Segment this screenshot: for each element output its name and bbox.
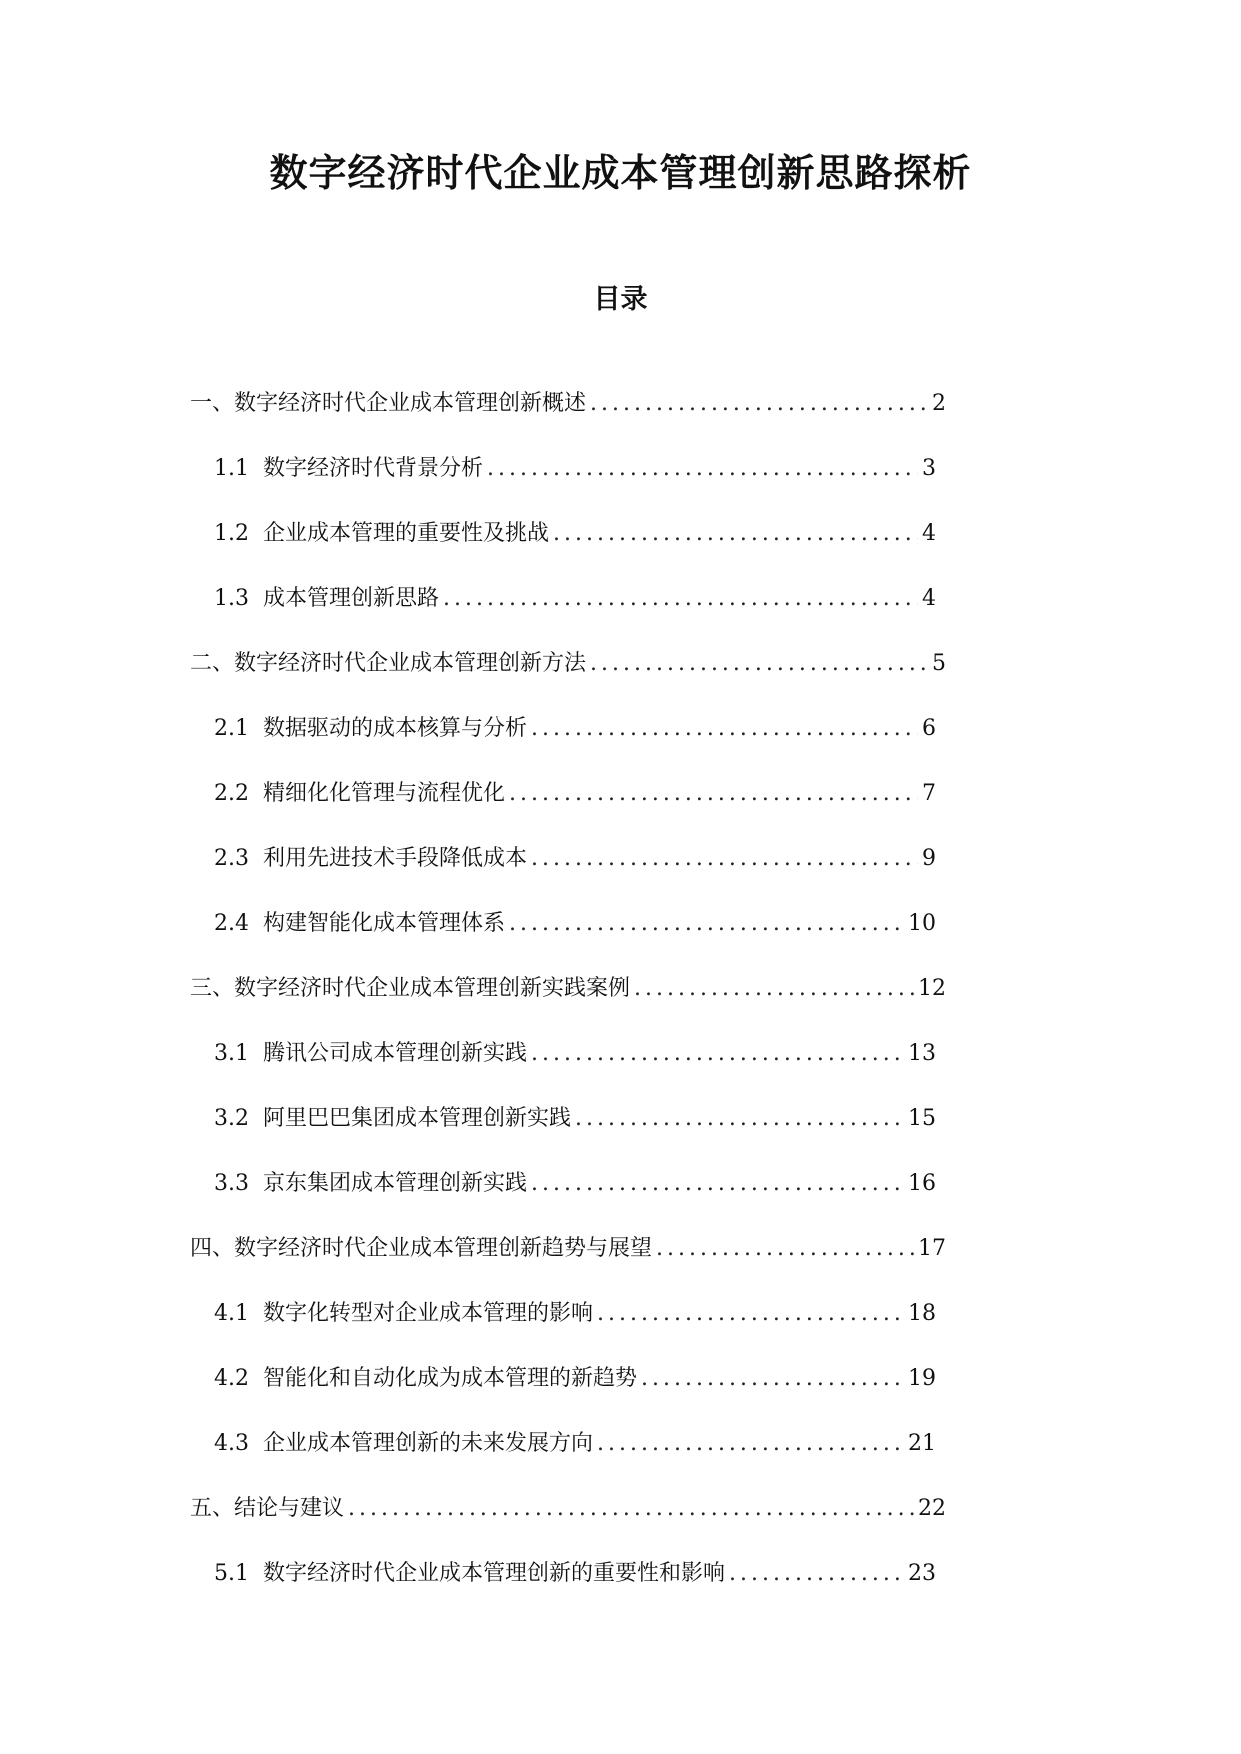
toc-entry-text: 腾讯公司成本管理创新实践: [263, 1041, 528, 1066]
toc-page-number: 16: [908, 1171, 936, 1196]
toc-entry-number: 2.2: [214, 781, 249, 806]
toc-entry-text: 阿里巴巴集团成本管理创新实践: [263, 1106, 572, 1131]
toc-entry-number: 2.4: [214, 911, 249, 936]
toc-entry-label: [214, 1297, 593, 1331]
toc-dot-leader: [729, 1557, 904, 1591]
toc-entry-number: 3.1: [214, 1041, 249, 1066]
toc-entry-label: [190, 647, 586, 681]
toc-entry-label: [214, 907, 505, 941]
toc-page-number: 7: [922, 781, 936, 806]
toc-entry-text: 精细化化管理与流程优化: [263, 781, 506, 806]
toc-dot-leader: [531, 1167, 904, 1201]
toc-page-number: 15: [908, 1106, 936, 1131]
toc-chapter-entry[interactable]: [190, 387, 946, 421]
toc-dot-leader: [597, 1427, 904, 1461]
toc-section-entry[interactable]: [214, 1362, 936, 1396]
toc-entry-label: [214, 1167, 527, 1201]
toc-chapter-entry[interactable]: [190, 972, 946, 1006]
toc-entry-text: 成本管理创新思路: [263, 586, 440, 611]
toc-entry-label: [190, 1232, 652, 1266]
toc-entry-label: [214, 452, 483, 486]
toc-chapter-entry[interactable]: [190, 1492, 946, 1526]
toc-page-number: 22: [918, 1496, 946, 1521]
toc-page-number: 2: [932, 391, 946, 416]
toc-entry-label: [214, 1427, 593, 1461]
toc-entry-number: 2.3: [214, 846, 249, 871]
toc-dot-leader: [443, 582, 918, 616]
toc-dot-leader: [597, 1297, 904, 1331]
toc-entry-number: 4.1: [214, 1301, 249, 1326]
toc-dot-leader: [531, 712, 918, 746]
toc-entry-number: 1.1: [214, 456, 249, 481]
toc-entry-number: 1.3: [214, 586, 249, 611]
toc-section-entry[interactable]: [214, 842, 936, 876]
toc-dot-leader: [575, 1102, 904, 1136]
toc-entry-label: [214, 712, 527, 746]
toc-section-entry[interactable]: [214, 582, 936, 616]
toc-section-entry[interactable]: [214, 907, 936, 941]
toc-entry-text: 京东集团成本管理创新实践: [263, 1171, 528, 1196]
toc-dot-leader: [348, 1492, 914, 1526]
document-title: 数字经济时代企业成本管理创新思路探析: [269, 150, 972, 195]
toc-entry-label: [214, 517, 549, 551]
toc-dot-leader: [590, 387, 928, 421]
toc-entry-number: 3.2: [214, 1106, 249, 1131]
toc-entry-text: 一、数字经济时代企业成本管理创新概述: [190, 391, 587, 416]
toc-entry-text: 四、数字经济时代企业成本管理创新趋势与展望: [190, 1236, 653, 1261]
toc-section-entry[interactable]: [214, 777, 936, 811]
toc-page-number: 12: [918, 976, 946, 1001]
toc-section-entry[interactable]: [214, 1037, 936, 1071]
toc-entry-label: [190, 387, 586, 421]
toc-dot-leader: [509, 907, 904, 941]
toc-entry-number: 4.3: [214, 1431, 249, 1456]
toc-entry-text: 智能化和自动化成为成本管理的新趋势: [263, 1366, 638, 1391]
toc-entry-number: 2.1: [214, 716, 249, 741]
toc-entry-text: 企业成本管理的重要性及挑战: [263, 521, 550, 546]
toc-dot-leader: [553, 517, 918, 551]
toc-entry-label: [214, 1037, 527, 1071]
toc-entry-label: [214, 777, 505, 811]
toc-dot-leader: [590, 647, 928, 681]
toc-entry-number: 5.1: [214, 1561, 249, 1586]
toc-entry-number: 4.2: [214, 1366, 249, 1391]
toc-chapter-entry[interactable]: [190, 647, 946, 681]
toc-dot-leader: [634, 972, 914, 1006]
toc-page-number: 4: [922, 521, 936, 546]
toc-page-number: 3: [922, 456, 936, 481]
toc-page-number: 19: [908, 1366, 936, 1391]
toc-section-entry[interactable]: [214, 517, 936, 551]
toc-dot-leader: [531, 842, 918, 876]
toc-dot-leader: [531, 1037, 904, 1071]
toc-entry-label: [214, 842, 527, 876]
toc-page-number: 17: [918, 1236, 946, 1261]
toc-entry-text: 数字经济时代企业成本管理创新的重要性和影响: [263, 1561, 726, 1586]
toc-entry-label: [214, 1102, 571, 1136]
toc-page-number: 23: [908, 1561, 936, 1586]
toc-entry-text: 数字经济时代背景分析: [263, 456, 484, 481]
toc-entry-text: 构建智能化成本管理体系: [263, 911, 506, 936]
toc-heading: 目录: [593, 284, 648, 315]
toc-page-number: 4: [922, 586, 936, 611]
toc-page-number: 5: [932, 651, 946, 676]
toc-entry-text: 三、数字经济时代企业成本管理创新实践案例: [190, 976, 631, 1001]
toc-entry-text: 五、结论与建议: [190, 1496, 345, 1521]
toc-section-entry[interactable]: [214, 712, 936, 746]
toc-entry-label: [190, 1492, 344, 1526]
toc-chapter-entry[interactable]: [190, 1232, 946, 1266]
toc-page-number: 9: [922, 846, 936, 871]
toc-dot-leader: [641, 1362, 904, 1396]
toc-entry-text: 企业成本管理创新的未来发展方向: [263, 1431, 594, 1456]
toc-dot-leader: [487, 452, 918, 486]
toc-section-entry[interactable]: [214, 1557, 936, 1591]
toc-section-entry[interactable]: [214, 452, 936, 486]
toc-entry-number: 3.3: [214, 1171, 249, 1196]
toc-entry-label: [214, 1362, 637, 1396]
toc-section-entry[interactable]: [214, 1427, 936, 1461]
toc-section-entry[interactable]: [214, 1297, 936, 1331]
toc-entry-text: 数字化转型对企业成本管理的影响: [263, 1301, 594, 1326]
toc-page-number: 6: [922, 716, 936, 741]
toc-entry-text: 利用先进技术手段降低成本: [263, 846, 528, 871]
toc-page-number: 10: [908, 911, 936, 936]
toc-entry-label: [190, 972, 630, 1006]
toc-entry-text: 二、数字经济时代企业成本管理创新方法: [190, 651, 587, 676]
toc-entry-text: 数据驱动的成本核算与分析: [263, 716, 528, 741]
toc-dot-leader: [656, 1232, 914, 1266]
toc-dot-leader: [509, 777, 918, 811]
toc-entry-label: [214, 1557, 725, 1591]
toc-page-number: 21: [908, 1431, 936, 1456]
toc-entry-number: 1.2: [214, 521, 249, 546]
toc-section-entry[interactable]: [214, 1102, 936, 1136]
toc-section-entry[interactable]: [214, 1167, 936, 1201]
toc-page-number: 13: [908, 1041, 936, 1066]
toc-page-number: 18: [908, 1301, 936, 1326]
toc-entry-label: [214, 582, 439, 616]
